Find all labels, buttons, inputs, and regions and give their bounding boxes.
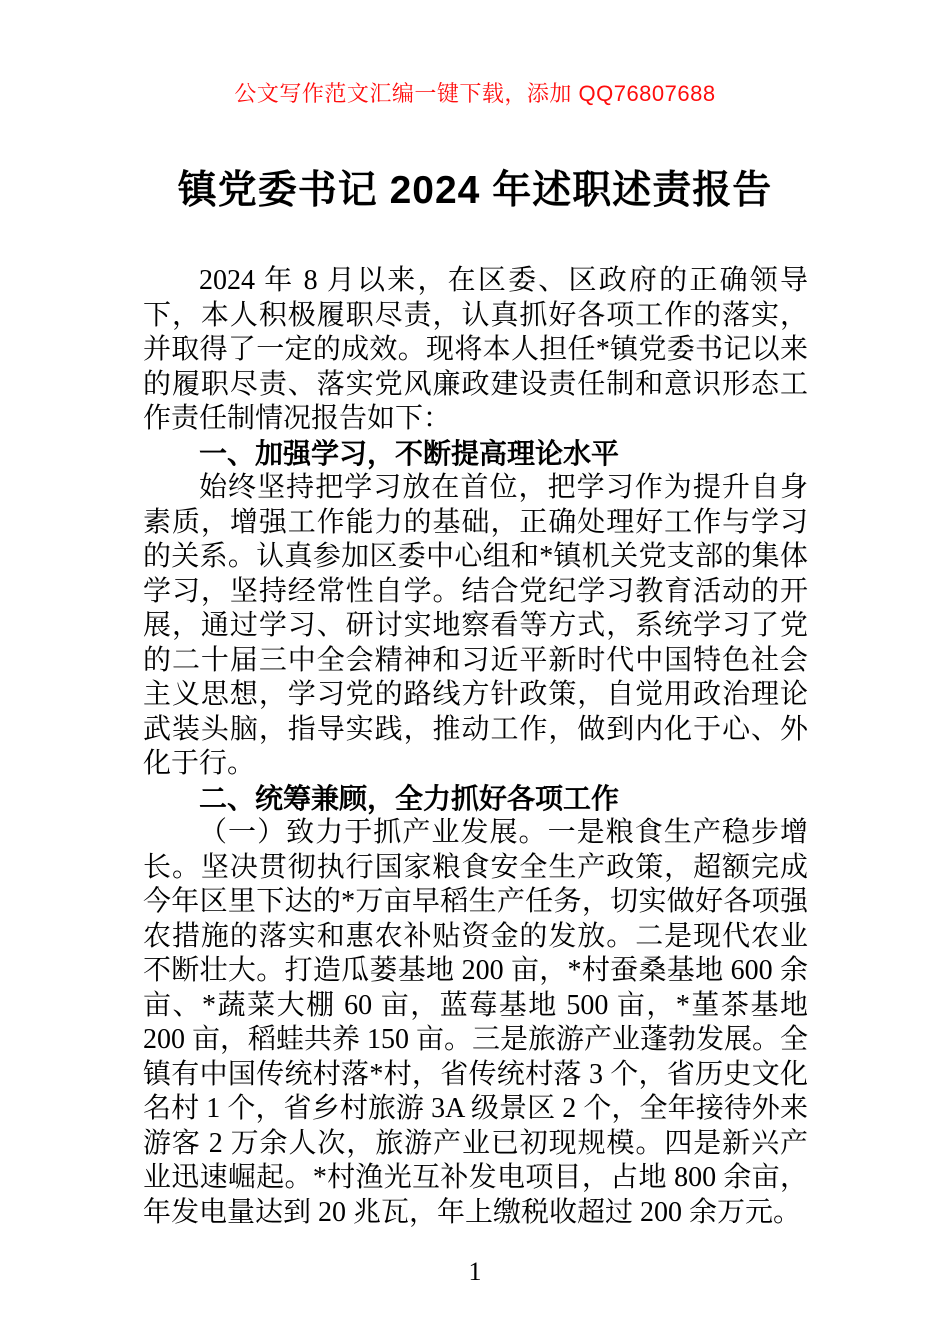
body-paragraph: 2024 年 8 月以来，在区委、区政府的正确领导下，本人积极履职尽责，认真抓好各项工作的落实，并取得了一定的成效。现将本人担任*镇党委书记以来的履职尽责、落实党风廉政建设责任制和意识形态工作责任制情况报告如下： (143, 265, 808, 434)
document-title: 镇党委书记 2024 年述职述责报告 (177, 169, 773, 212)
page-number: 1 (468, 1257, 482, 1286)
body-paragraph: 始终坚持把学习放在首位，把学习作为提升自身素质，增强工作能力的基础，正确处理好工作与学习的关系。认真参加区委中心组和*镇机关党支部的集体学习，坚持经常性自学。结合党纪学习教育活动的开展，通过学习、研讨实地察看等方式，系统学习了党的二十届三中全会精神和习近平新时代中国特色社会主义思想，学习党的路线方针政策，自觉用政治理论武装头脑，指导实践，推动工作，做到内化于心、外化于行。 (143, 472, 808, 779)
section-heading: 二、统筹兼顾，全力抓好各项工作 (199, 782, 620, 814)
header-ad-notice: 公文写作范文汇编一键下载，添加 QQ76807688 (234, 81, 716, 106)
section-heading: 一、加强学习，不断提高理论水平 (199, 437, 620, 469)
document-body (143, 264, 808, 1230)
body-paragraph: （一）致力于抓产业发展。一是粮食生产稳步增长。坚决贯彻执行国家粮食安全生产政策，超额完成今年区里下达的*万亩早稻生产任务，切实做好各项强农措施的落实和惠农补贴资金的发放。二是现代农业不断壮大。打造瓜蒌基地 200 亩，*村蚕桑基地 600 余亩、*蔬菜大棚 60 亩，蓝莓基地 500 亩，*堇茶基地 200 亩，稻蛙共养 150 亩。三是旅游产业蓬勃发展。全镇有中国传统村落*村，省传统村落 3 个，省历史文化名村 1 个，省乡村旅游 3A 级景区 2 个，全年接待外来游客 2 万余人次，旅游产业已初现规模。四是新兴产业迅速崛起。*村渔光互补发电项目，占地 800 余亩，年发电量达到 20 兆瓦，年上缴税收超过 200 余万元。 (143, 817, 809, 1228)
